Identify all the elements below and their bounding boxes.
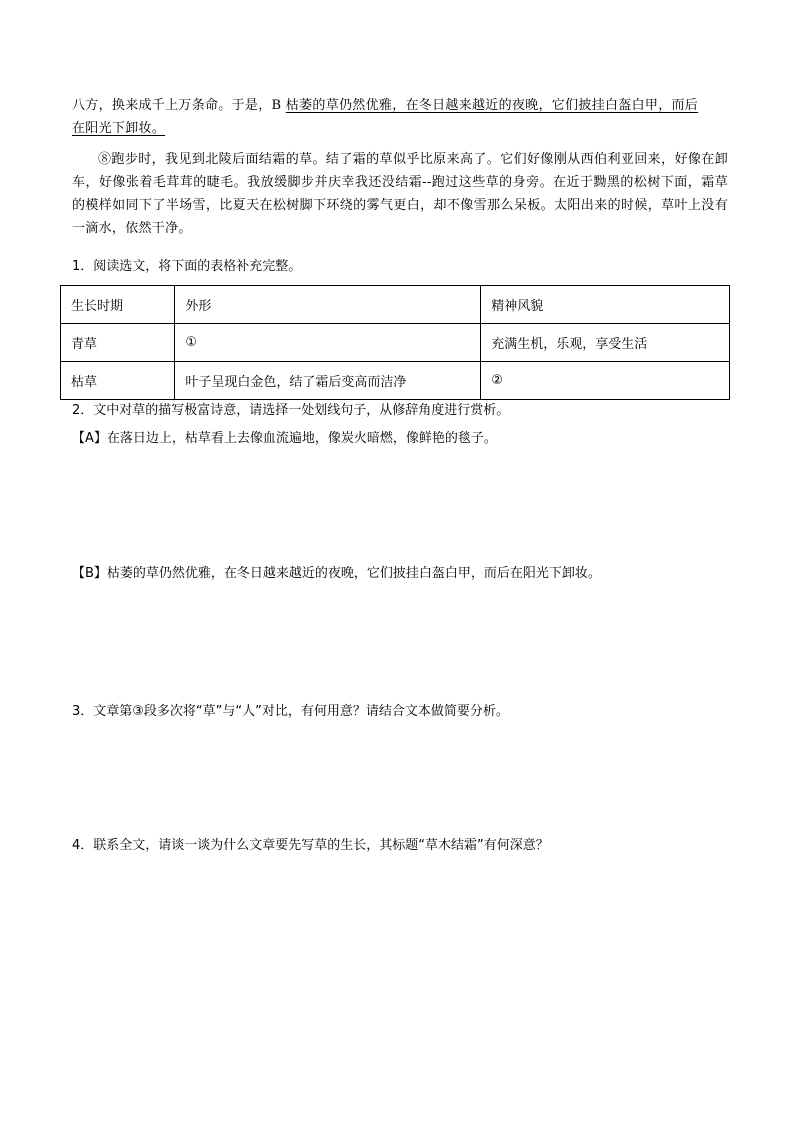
question-1: 1．阅读选文，将下面的表格补充完整。: [72, 259, 302, 274]
table-cell-blank-2[interactable]: ②: [481, 362, 730, 400]
table-cell: 叶子呈现白金色，结了霜后变高而洁净: [175, 362, 481, 400]
table-row: [61, 324, 730, 362]
question-3: 3．文章第③段多次将“草”与“人”对比，有何用意？请结合文本做简要分析。: [72, 704, 509, 719]
table-cell: 充满生机，乐观，享受生活: [481, 324, 730, 362]
question-2-option-b: 【B】枯萎的草仍然优雅，在冬日越来越近的夜晚，它们披挂白盔白甲，而后在阳光下卸妆。: [72, 566, 601, 581]
table-header-cell: 外形: [175, 286, 481, 324]
table-header-cell: 生长时期: [61, 286, 175, 324]
answer-table: [60, 285, 730, 400]
question-2-option-a: 【A】在落日边上，枯草看上去像血流遍地，像炭火暗燃，像鲜艳的毯子。: [72, 431, 497, 446]
table-cell-blank-1[interactable]: ①: [175, 324, 481, 362]
question-2: 2．文中对草的描写极富诗意，请选择一处划线句子，从修辞角度进行赏析。: [72, 403, 510, 418]
table-cell: 枯草: [61, 362, 175, 400]
underlined-sentence-b-end: 在阳光下卸妆。: [72, 121, 166, 136]
table-cell: 青草: [61, 324, 175, 362]
question-4: 4．联系全文，请谈一谈为什么文章要先写草的生长，其标题“草木结霜”有何深意？: [72, 838, 549, 853]
table-header-row: [61, 286, 730, 324]
table-row: [61, 362, 730, 400]
passage-line-2: [72, 117, 728, 140]
passage-line-1-text: 八方，换来成千上万条命。于是，B: [72, 98, 286, 113]
passage-line-1: [72, 94, 728, 117]
table-header-cell: 精神风貌: [481, 286, 730, 324]
underlined-sentence-b: 枯萎的草仍然优雅，在冬日越来越近的夜晚，它们披挂白盔白甲，而后: [285, 98, 699, 113]
passage-paragraph-8: ⑧跑步时，我见到北陵后面结霜的草。结了霜的草似乎比原来高了。它们好像刚从西伯利亚回来，好像在卸车，好像张着毛茸茸的睫毛。我放缓脚步并庆幸我还没结霜--跑过这些草的身旁。在近于黝黑的松树下面，霜草的模样如同下了半场雪，比夏天在松树脚下环绕的雾气更白，却不像雪那么呆板。太阳出来的时候，草叶上没有一滴水，依然干净。: [72, 152, 728, 236]
